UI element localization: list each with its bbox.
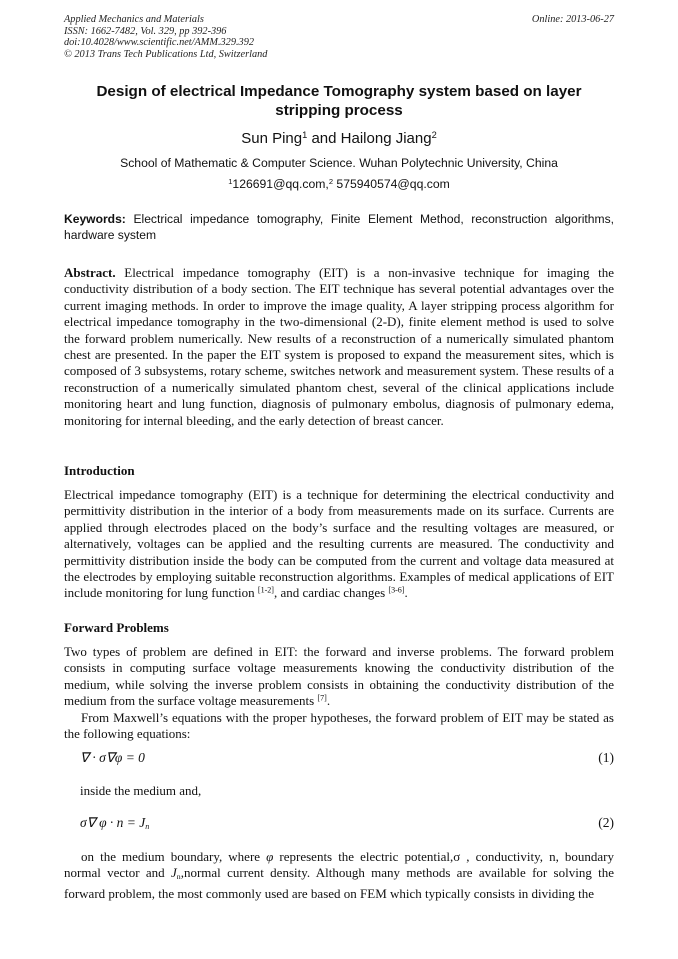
jn-symbol: J [171, 865, 177, 881]
author-conjunction: and [307, 130, 341, 147]
jn-subscript: n [176, 872, 181, 882]
equation-2-number: (2) [598, 815, 614, 830]
copyright-line: © 2013 Trans Tech Publications Ltd, Switzerland [64, 48, 268, 60]
forward-paragraphs [64, 644, 614, 742]
inside-medium-text: inside the medium and, [80, 783, 202, 798]
boundary-text-a: on the medium boundary, where [81, 849, 267, 864]
keywords-label: Keywords: [64, 212, 126, 226]
email-2-mark: 2 [328, 176, 334, 186]
intro-text-3: . [404, 585, 408, 601]
forward-para-1-end: . [326, 693, 331, 709]
boundary-text-c: ,normal current density. Although many methods are available for solving the forward problem, the most commonly used are based on FEM which typically consists in dividing the [64, 865, 615, 901]
equation-1-expression: ∇ · σ∇φ = 0 [80, 750, 145, 765]
author-2-affil-mark: 2 [431, 129, 437, 140]
issn-line: ISSN: 1662-7482, Vol. 329, pp 392-396 [64, 25, 227, 37]
doi-line: doi:10.4028/www.scientific.net/AMM.329.392 [64, 37, 254, 49]
phi-symbol: φ [266, 849, 274, 864]
author-line [64, 130, 614, 148]
equation-2-expression: σ∇ φ · n = J [80, 815, 146, 830]
intro-text: Electrical impedance tomography (EIT) is a technique for determining the electrical conductivity and permittivity distribution in the interior of a body from measurements made on its surface. Currents are applied through electrodes placed on the body’s surface and the resulting voltages are measured, or alternatively, voltages can be applied and the resulting currents are measured. The conductivity and permittivity distribution inside the body can be computed from the current and voltage data measured at the electrodes by employing suitable reconstruction algorithms. Examples of medical applications of EIT include monitoring for lung function [64, 487, 614, 601]
email-line [64, 177, 614, 192]
online-date: Online: 2013-06-27 [531, 14, 614, 25]
intro-text-2: , and cardiac changes [273, 585, 389, 601]
equation-2-subscript: n [145, 822, 150, 832]
introduction-heading: Introduction [64, 463, 135, 478]
forward-problems-heading: Forward Problems [64, 620, 169, 635]
intro-ref-1: [1-2] [257, 586, 274, 596]
author-1: Sun Ping [241, 130, 303, 147]
boundary-text-b: represents the electric potential,σ , conductivity, n, boundary normal vector and [64, 849, 615, 881]
keywords-block [64, 212, 614, 243]
abstract-block [64, 265, 614, 429]
journal-header [64, 14, 614, 60]
boundary-paragraph [64, 849, 614, 902]
abstract-text: Electrical impedance tomography (EIT) is a non-invasive technique for imaging the conductivity distribution of a body section. The EIT technique has several potential advantages over the current imaging methods. In order to improve the image quality, A layer stripping process algorithm for electrical impedance tomography in the two-dimensional (2-D), finite element method is used to solve the forward problem numerically. New results of a reconstruction of a numerically simulated phantom chest are presented. In the paper the EIT system is proposed to expand the measurement sites, which is composed of 3 subsystems, rotary scheme, switches network and measurement system. These results of a reconstruction of a numerically simulated phantom chest, several of the clinical applications include monitoring heart and lung function, diagnosis of pulmonary embolus, diagnosis of pulmonary edema, monitoring for internal bleeding, and the early detection of breast cancer. [64, 265, 614, 428]
intro-ref-2: [3-6] [388, 586, 405, 596]
affiliation: School of Mathematic & Computer Science. Wuhan Polytechnic University, China [120, 156, 558, 170]
keywords-text: Electrical impedance tomography, Finite Element Method, reconstruction algorithms, hardware system [64, 212, 614, 242]
author-1-affil-mark: 1 [302, 129, 308, 140]
forward-paragraph-1 [64, 644, 614, 710]
journal-name: Applied Mechanics and Materials [64, 14, 204, 25]
forward-ref: [7] [317, 693, 327, 703]
email-1: 126691@qq.com, [232, 177, 329, 191]
introduction-paragraph [64, 487, 614, 602]
email-1-mark: 1 [228, 176, 233, 186]
forward-para-1-text: Two types of problem are defined in EIT: the forward and inverse problems. The forward problem consists in computing surface voltage measurements knowing the conductivity distribution of the medium, while solving the inverse problem consists in obtaining the conductivity distribution of the medium from the surface voltage measurements [64, 644, 614, 709]
forward-paragraph-2: From Maxwell’s equations with the proper hypotheses, the forward problem of EIT may be stated as the following equations: [64, 709, 614, 742]
paper-title: Design of electrical Impedance Tomography system based on layer stripping process [96, 83, 582, 119]
equation-1-number: (1) [598, 750, 614, 765]
email-2: 575940574@qq.com [333, 177, 450, 191]
equation-2 [80, 815, 614, 835]
author-2: Hailong Jiang [340, 130, 432, 147]
equation-1 [80, 750, 614, 766]
abstract-label: Abstract. [64, 265, 116, 280]
